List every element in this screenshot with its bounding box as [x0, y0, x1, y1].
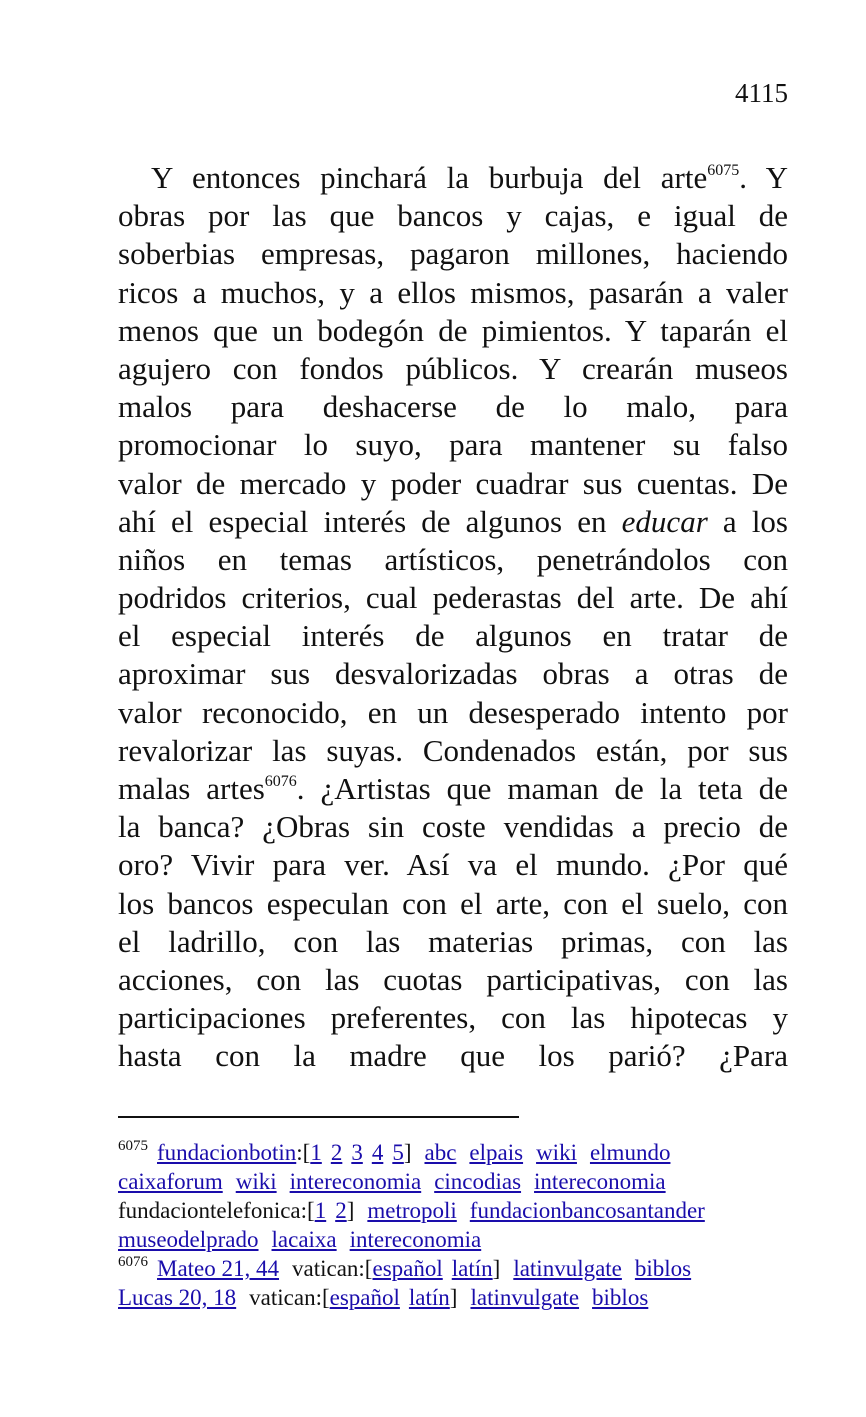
link-fundacionbotin-1[interactable]: 1	[310, 1140, 322, 1165]
text-segment: Y entonces pinchará la burbuja del arte	[151, 160, 708, 195]
bracket-text: ]	[492, 1256, 501, 1281]
footnote-6075-line-4	[118, 1225, 768, 1254]
link-espanol[interactable]: español	[329, 1285, 400, 1310]
text-segment: malas artes	[118, 771, 265, 806]
footnote-ref-6075: 6075	[707, 162, 740, 179]
body-line: aproximar sus desvalorizadas obras a otras de	[118, 656, 788, 692]
body-line	[118, 159, 788, 197]
link-museodelprado[interactable]: museodelprado	[118, 1227, 259, 1252]
body-line: podridos criterios, cual pederastas del arte. De ahí	[118, 580, 788, 616]
body-line: valor de mercado y poder cuadrar sus cuentas. De	[118, 465, 788, 501]
body-line: menos que un bodegón de pimientos. Y taparán el	[118, 312, 788, 348]
footnote-6075-line-1	[118, 1138, 768, 1167]
bracket-text: ]	[403, 1140, 412, 1165]
link-fundacionbotin-2[interactable]: 2	[330, 1140, 343, 1165]
body-line	[118, 503, 788, 541]
source-label: vatican:[	[292, 1256, 373, 1281]
link-intereconomia[interactable]: intereconomia	[289, 1169, 422, 1194]
link-fundacionbotin-3[interactable]: 3	[351, 1140, 363, 1165]
body-line: soberbias empresas, pagaron millones, haciendo	[118, 236, 788, 272]
body-line: agujero con fondos públicos. Y crearán museos	[118, 350, 788, 386]
link-intereconomia[interactable]: intereconomia	[349, 1227, 482, 1252]
body-line: malos para deshacerse de lo malo, para	[118, 389, 788, 425]
link-fundacionbotin[interactable]: fundacionbotin	[157, 1140, 297, 1165]
link-intereconomia[interactable]: intereconomia	[534, 1169, 666, 1194]
body-line: el ladrillo, con las materias primas, con las	[118, 923, 788, 959]
link-fundaciontelefonica-1[interactable]: 1	[314, 1198, 327, 1223]
body-line: oro? Vivir para ver. Así va el mundo. ¿Por qué	[118, 847, 788, 883]
footnote-ref-6076: 6076	[264, 773, 297, 790]
footnote-6075-line-3	[118, 1196, 768, 1225]
bracket-text: ]	[346, 1198, 355, 1223]
bracket-text: :[	[296, 1140, 311, 1165]
link-biblos[interactable]: biblos	[592, 1285, 649, 1310]
text-segment: . ¿Artistas que maman de la teta de	[296, 771, 788, 806]
body-line: valor reconocido, en un desesperado intento por	[118, 694, 788, 730]
link-elmundo[interactable]: elmundo	[589, 1140, 671, 1165]
footnote-6076-line-1	[118, 1254, 768, 1283]
link-fundaciontelefonica-2[interactable]: 2	[335, 1198, 347, 1223]
link-elpais[interactable]: elpais	[469, 1140, 524, 1165]
link-metropoli[interactable]: metropoli	[367, 1198, 457, 1223]
body-line: niños en temas artísticos, penetrándolos con	[118, 541, 788, 577]
link-cincodias[interactable]: cincodias	[434, 1169, 522, 1194]
link-wiki[interactable]: wiki	[235, 1169, 277, 1194]
text-segment: . Y	[739, 160, 788, 195]
link-latinvulgate[interactable]: latinvulgate	[513, 1256, 622, 1281]
link-lucas[interactable]: Lucas 20, 18	[118, 1285, 237, 1310]
emphasis-text: educar	[621, 503, 708, 539]
link-latin[interactable]: latín	[408, 1285, 450, 1310]
text-segment: a los	[707, 503, 788, 539]
source-label: vatican:[	[249, 1285, 330, 1310]
link-espanol[interactable]: español	[372, 1256, 443, 1281]
body-line: obras por las que bancos y cajas, e igual de	[118, 198, 788, 234]
link-biblos[interactable]: biblos	[634, 1256, 692, 1281]
footnotes	[118, 1138, 768, 1312]
footnote-6076-line-2	[118, 1283, 768, 1312]
text-segment: ahí el especial interés de algunos en	[118, 503, 622, 539]
link-latin[interactable]: latín	[451, 1256, 493, 1281]
link-fundacionbancosantander[interactable]: fundacionbancosantander	[469, 1198, 705, 1223]
link-mateo[interactable]: Mateo 21, 44	[157, 1256, 280, 1281]
footnote-divider	[118, 1116, 519, 1118]
body-line	[118, 770, 788, 808]
link-lacaixa[interactable]: lacaixa	[271, 1227, 337, 1252]
body-line: la banca? ¿Obras sin coste vendidas a precio de	[118, 809, 788, 845]
source-label: fundaciontelefonica:[	[118, 1198, 315, 1223]
body-line: hasta con la madre que los parió? ¿Para	[118, 1038, 788, 1074]
body-line: revalorizar las suyas. Condenados están, por sus	[118, 732, 788, 768]
link-latinvulgate[interactable]: latinvulgate	[470, 1285, 580, 1310]
footnote-number: 6076	[118, 1254, 148, 1270]
link-fundacionbotin-4[interactable]: 4	[371, 1140, 384, 1165]
link-caixaforum[interactable]: caixaforum	[118, 1169, 223, 1194]
link-abc[interactable]: abc	[424, 1140, 457, 1165]
page-number: 4115	[735, 78, 788, 108]
body-line: participaciones preferentes, con las hipotecas y	[118, 1000, 788, 1036]
body-line: el especial interés de algunos en tratar de	[118, 618, 788, 654]
bracket-text: ]	[449, 1285, 458, 1310]
footnote-number: 6075	[118, 1138, 148, 1154]
body-line: los bancos especulan con el arte, con el suelo, con	[118, 885, 788, 921]
link-fundacionbotin-5[interactable]: 5	[392, 1140, 404, 1165]
footnote-6075-line-2	[118, 1167, 768, 1196]
body-line: acciones, con las cuotas participativas, con las	[118, 961, 788, 997]
body-line: ricos a muchos, y a ellos mismos, pasarán a valer	[118, 274, 788, 310]
link-wiki[interactable]: wiki	[536, 1140, 577, 1165]
body-line: promocionar lo suyo, para mantener su falso	[118, 427, 788, 463]
body-text	[118, 159, 788, 1076]
